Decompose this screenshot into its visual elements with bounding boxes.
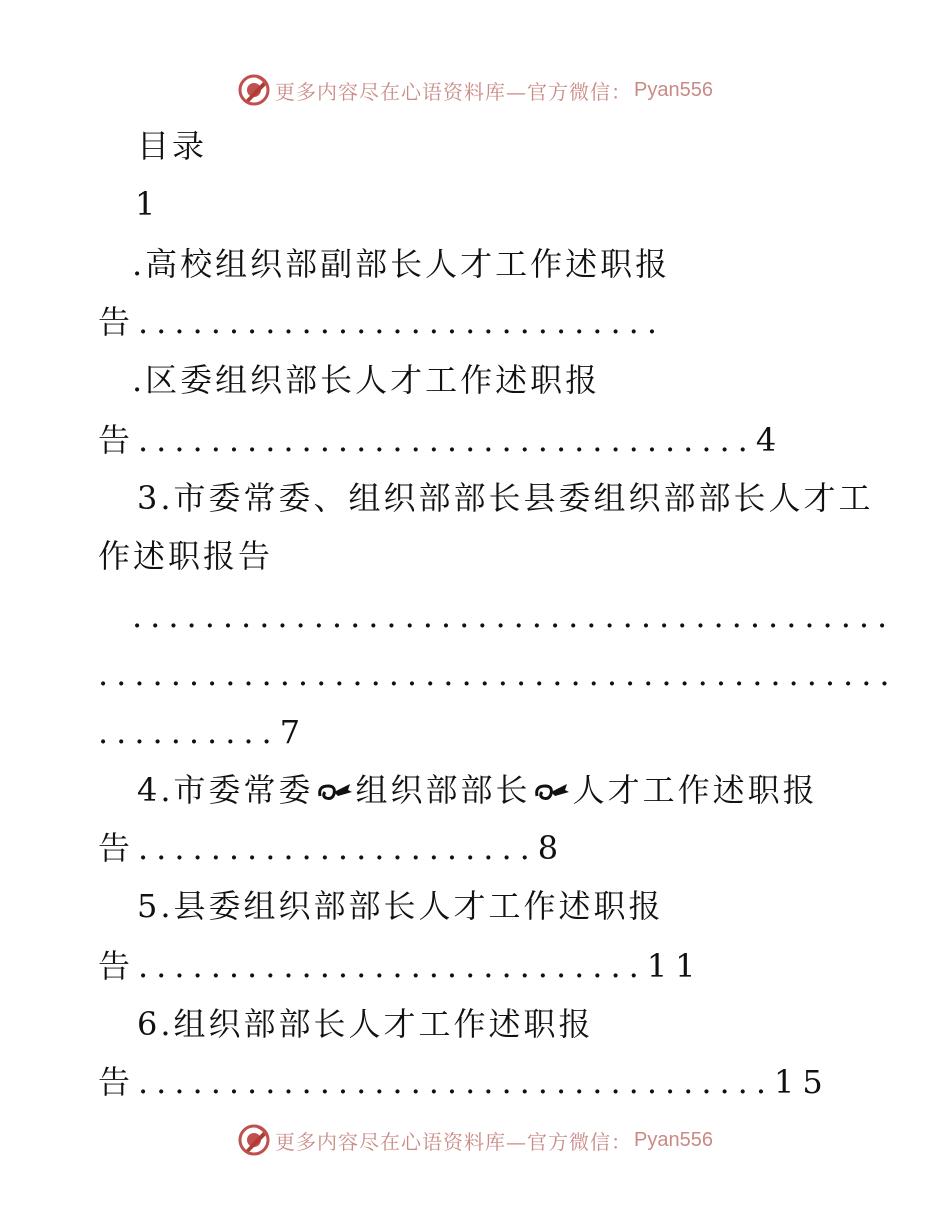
toc-line: 告............................11 xyxy=(98,947,704,985)
toc-line: 1 xyxy=(135,185,159,223)
toc-line: 告......................8 xyxy=(98,829,567,867)
toc-line: 3.市委常委、组织部部长县委组织部部长人才工 xyxy=(137,479,874,517)
ornament-icon xyxy=(316,778,354,804)
toc-line: .......................................... xyxy=(132,597,896,635)
wechat-id: Pyan556 xyxy=(634,78,713,101)
toc-line-part: 组织部部长 xyxy=(355,771,531,809)
pen-logo-icon xyxy=(237,73,271,107)
toc-line: 告...................................15 xyxy=(98,1063,831,1101)
toc-line: ..........7 xyxy=(98,713,309,751)
toc-line: 告..................................4 xyxy=(98,421,785,459)
banner-text: 更多内容尽在心语资料库—官方微信： xyxy=(275,79,633,104)
toc-title: 目录 xyxy=(137,127,208,165)
footer-watermark-banner xyxy=(0,1120,950,1160)
header-watermark-banner xyxy=(0,70,950,110)
toc-line-part: 人才工作述职报 xyxy=(572,771,818,809)
toc-line-part: 4.市委常委 xyxy=(137,771,314,809)
pen-logo-icon xyxy=(237,1123,271,1157)
ornament-icon xyxy=(533,778,571,804)
toc-line: 6.组织部部长人才工作述职报 xyxy=(137,1005,594,1043)
toc-line: 5.县委组织部部长人才工作述职报 xyxy=(137,887,664,925)
toc-line: .区委组织部长人才工作述职报 xyxy=(132,361,601,399)
toc-line: 作述职报告 xyxy=(98,537,274,575)
toc-line: ............................................ xyxy=(98,655,898,693)
banner-text: 更多内容尽在心语资料库—官方微信： xyxy=(275,1129,633,1154)
toc-line: .高校组织部副部长人才工作述职报 xyxy=(132,245,671,283)
toc-line: 告............................. xyxy=(98,303,665,341)
wechat-id: Pyan556 xyxy=(634,1128,713,1151)
toc-line xyxy=(137,770,818,810)
